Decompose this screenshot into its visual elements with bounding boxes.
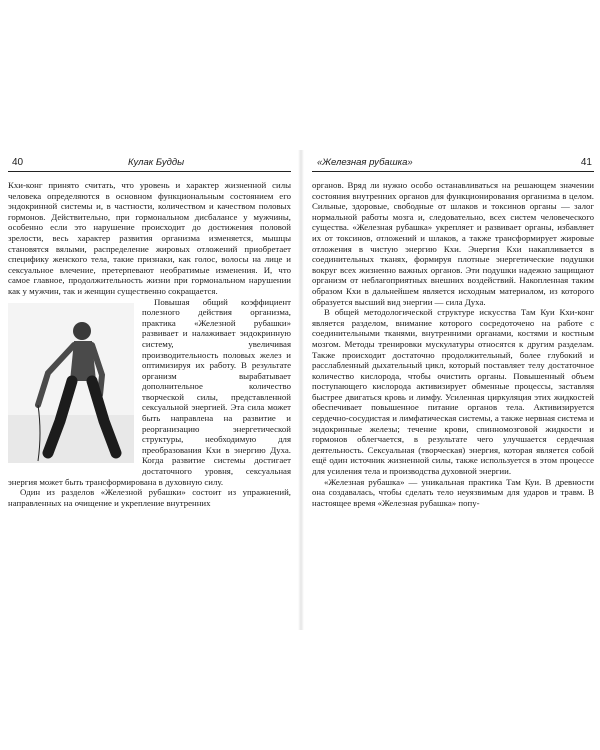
right-paragraph-3: «Железная рубашка» — уникальная практика Там Куи. В древности она создавалась, чтобы сделать тело неуязвимым для ударов и травм. В настоящее время «Железная рубашка» попу- xyxy=(312,476,594,508)
right-page xyxy=(312,155,594,625)
right-paragraph-2: В общей методологической структуре искусства Там Куи Кхи-конг является разделом, внимание которого сосредоточено на работе с соединительными тканями, внутренними органами, костями и костным мозгом. Методы тренировки мускулатуры относятся к другим разделам. Также происходит достаточно продолжительный, более глубокий и расслабленный дыхательный цикл, который поставляет телу достаточное количество кислорода, чтобы очистить органы. Повышенный объем поступающего кислорода активизирует обменные процессы, заставляя быстрее двигаться кровь и лимфу. Усиленная циркуляция этих жидкостей обеспечивает повышенное питание органов тела. Активизируется сердечно-сосудистая и лимфатическая системы, а также нервная система и эндокринные железы; течение крови, спинномозговой жидкости и гормонов облегчается, в результате чего улучшается сердечная деятельность. Сексуальная (творческая) энергия, которая является собой ещё один источник жизненной силы, также используется в этом процессе для усиления тела и производства духовной энергии. xyxy=(312,307,594,477)
left-page-number: 40 xyxy=(12,157,24,168)
left-page-body xyxy=(8,180,291,508)
left-page-header xyxy=(8,155,291,172)
book-gutter xyxy=(298,150,304,630)
right-page-number: 41 xyxy=(580,157,592,168)
exercise-photo-figure xyxy=(8,303,134,463)
right-paragraph-1: органов. Вряд ли нужно особо останавливаться на решающем значении состояния внутренних органов для функционирования организма в целом. Сильные, здоровые, свободные от шлаков и токсинов органы — залог нормальной работы мозга и, следовательно, всех систем человеческого существа. «Железная рубашка» укрепляет и развивает органы, избавляет их от токсинов, отложений и шлаков, а также трансформирует жировые отложения в чистую энергию Кхи. Энергия Кхи накапливается в соединительных тканях, формируя плотные энергетические подушки вокруг всех жизненно важных органов. Эти подушки надежно защищают организм от неблагоприятных внешних воздействий. Накопленная таким образом Кхи в дальнейшем является исходным материалом, из которого образуется высший вид энергии — сила Духа. xyxy=(312,180,594,307)
left-page xyxy=(8,155,291,625)
exercise-photo xyxy=(8,303,134,463)
right-page-body xyxy=(312,180,594,508)
left-paragraph-3: Один из разделов «Железной рубашки» состоит из упражнений, направленных на очищение и укрепление внутренних xyxy=(8,487,291,508)
right-page-header xyxy=(312,155,594,172)
left-running-title: Кулак Будды xyxy=(128,157,185,168)
right-running-title: «Железная рубашка» xyxy=(317,157,413,168)
left-paragraph-2: Повышая общий коэффициент полезного действия организма, практика «Железной рубашки» развивает и налаживает эндокринную систему, увеличивая производительность половых желез и оптимизируя их работу. В результате организм вырабатывает дополнительное количество творческой силы, представленной сексуальной энергией. Эта сила может быть направлена на развитие и реорганизацию энергетической структуры, необходимую для преобразования Кхи в энергию Духа. Когда развитие системы достигает достаточного уровня, сексуальная энергия может быть трансформирована в духовную силу. xyxy=(8,296,291,487)
left-paragraph-1: Кхи-конг принято считать, что уровень и характер жизненной силы человека определяются в основном функциональным состоянием его эндокринной системы и, в частности, количеством и качеством половых гормонов. Действительно, при гормональном дисбалансе у мужчины, особенно если это нарушение происходит до достижения половой зрелости, весь характер развития организма изменяется, мышцы становятся вялыми, распределение жировых отложений приобретает специфику женского тела, такие признаки, как голос, волосы на лице и сексуальное влечение, претерпевают необратимые изменения. И, что самое главное, продолжительность жизни при гормональном нарушении как у мужчин, так и женщин существенно сокращается. xyxy=(8,180,291,296)
